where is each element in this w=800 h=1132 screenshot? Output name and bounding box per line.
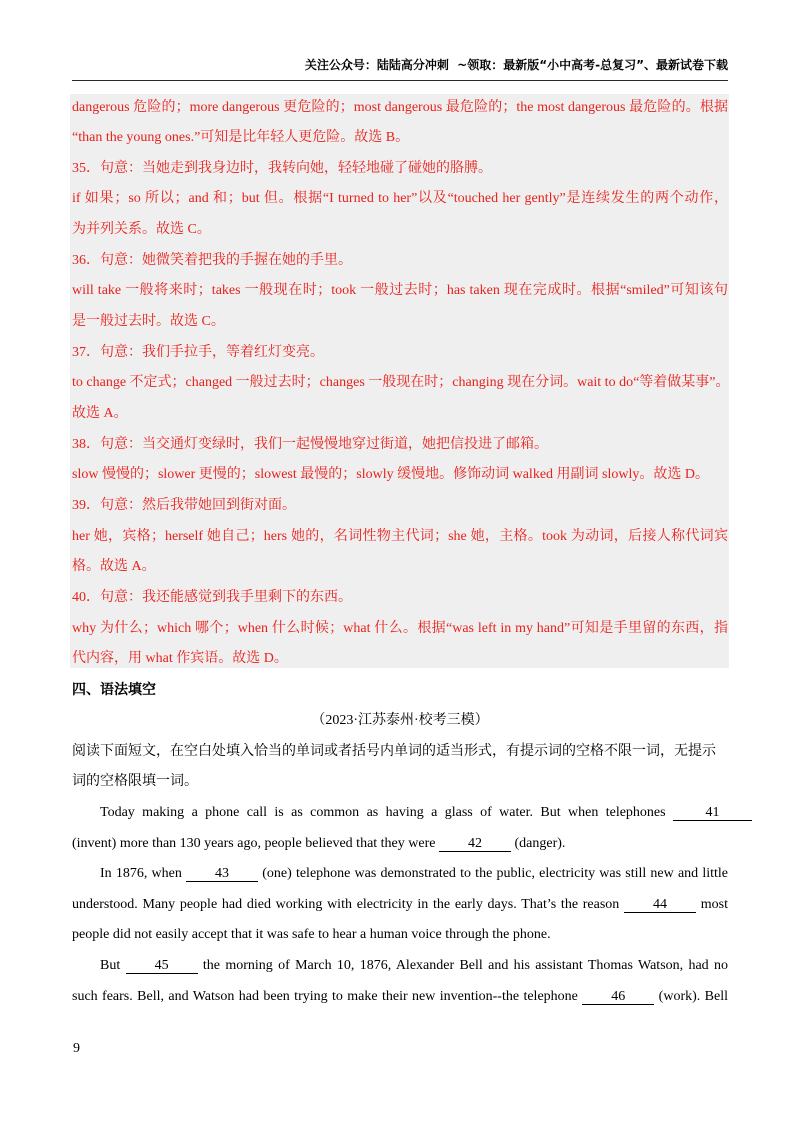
answer-line: her 她，宾格；herself 她自己；hers 她的，名词性物主代词；she 她，主格。took 为动词，后接人称代词宾 — [72, 528, 728, 544]
answer-line: 37．句意：我们手拉手，等着红灯变亮。 — [72, 344, 324, 360]
blank-42: 42 — [439, 836, 511, 852]
header-divider — [72, 80, 728, 81]
instruction-line: 阅读下面短文，在空白处填入恰当的单词或者括号内单词的适当形式，有提示词的空格不限一词，无提示 — [72, 743, 716, 759]
instruction-line: 词的空格限填一词。 — [72, 774, 198, 790]
answer-line: 36．句意：她微笑着把我的手握在她的手里。 — [72, 252, 352, 268]
grammar-fill-section — [72, 676, 728, 1013]
answer-line: if 如果；so 所以；and 和；but 但。根据“I turned to her”以及“touched her gently”是连续发生的两个动作， — [72, 191, 728, 207]
answer-line: why 为什么；which 哪个；when 什么时候；what 什么。根据“was left in my hand”可知是手里留的东西，指 — [72, 620, 728, 636]
answer-line: 格。故选 A。 — [72, 559, 156, 575]
passage-text: such fears. Bell, and Watson had been trying to make their new invention--the telephone — [72, 988, 578, 1004]
passage-line — [72, 859, 728, 890]
answer-line: 38．句意：当交通灯变绿时，我们一起慢慢地穿过街道，她把信投进了邮箱。 — [72, 436, 548, 452]
passage-text: most — [700, 896, 729, 912]
answer-line: will take 一般将来时；takes 一般现在时；took 一般过去时；has taken 现在完成时。根据“smiled”可知该句 — [72, 283, 728, 299]
answer-line: 代内容，用 what 作宾语。故选 D。 — [72, 651, 288, 667]
passage-text: (one) telephone was demonstrated to the public, electricity was still new and little — [262, 866, 728, 882]
passage-line — [72, 829, 728, 860]
answer-line: to change 不定式；changed 一般过去时；changes 一般现在时；changing 现在分词。wait to do“等着做某事”。 — [72, 375, 730, 391]
passage-text: (danger). — [514, 835, 566, 851]
answer-line: 为并列关系。故选 C。 — [72, 222, 211, 238]
answer-line: slow 慢慢的；slower 更慢的；slowest 最慢的；slowly 缓慢地。修饰动词 walked 用副词 slowly。故选 D。 — [72, 467, 709, 483]
passage-line — [72, 982, 728, 1013]
passage-line — [72, 890, 728, 921]
answer-line: “than the young ones.”可知是比年轻人更危险。故选 B。 — [72, 130, 410, 146]
passage-line — [72, 798, 752, 829]
answer-line: dangerous 危险的；more dangerous 更危险的；most dangerous 最危险的；the most dangerous 最危险的。根据 — [72, 99, 728, 115]
blank-45: 45 — [126, 958, 198, 974]
passage-text: But — [100, 958, 121, 974]
question-source: （2023·江苏泰州·校考三模） — [311, 713, 489, 729]
answer-line: 35．句意：当她走到我身边时，我转向她，轻轻地碰了碰她的胳膊。 — [72, 160, 492, 176]
answer-line: 故选 A。 — [72, 406, 128, 422]
blank-43: 43 — [186, 866, 258, 882]
passage-text: Today making a phone call is as common as having a glass of water. But when telephones — [100, 805, 666, 821]
blank-46: 46 — [582, 989, 654, 1005]
passage-text: (invent) more than 130 years ago, people believed that they were — [72, 835, 436, 851]
passage-text: people did not easily accept that it was safe to hear a human voice through the phone. — [72, 927, 551, 943]
passage-text: (work). Bell — [658, 988, 728, 1004]
passage-text: understood. Many people had died working with electricity in the early days. That’s the reason — [72, 896, 620, 912]
passage-text: In 1876, when — [100, 866, 182, 882]
page-header-promo: 关注公众号：陆陆高分冲刺 ~领取：最新版“小中高考-总复习”、最新试卷下载 — [304, 58, 728, 72]
blank-41: 41 — [673, 805, 752, 821]
passage-line — [72, 920, 728, 951]
answer-line: 39．句意：然后我带她回到街对面。 — [72, 498, 296, 514]
passage-line — [72, 951, 728, 982]
answer-line: 40．句意：我还能感觉到我手里剩下的东西。 — [72, 590, 352, 605]
page-number: 9 — [73, 1041, 80, 1056]
blank-44: 44 — [624, 897, 696, 913]
section-title: 四、语法填空 — [72, 682, 156, 698]
passage-text: the morning of March 10, 1876, Alexander Bell and his assistant Thomas Watson, had no — [202, 958, 728, 974]
answer-line: 是一般过去时。故选 C。 — [72, 314, 225, 330]
answer-explanations — [72, 93, 728, 675]
